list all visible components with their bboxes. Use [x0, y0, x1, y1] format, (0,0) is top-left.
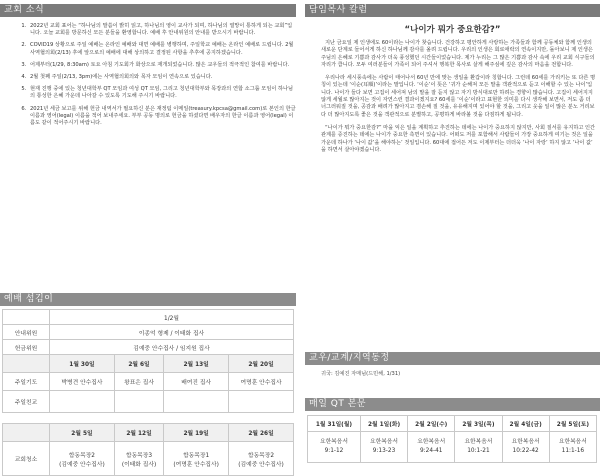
- community-news-text: 귀국: 김예진 자매님(드민해, 1/31): [321, 371, 401, 377]
- date-cell: 2월 6일: [114, 355, 163, 373]
- prayer-cell: 왕표은 집사: [114, 373, 163, 391]
- pastor-column-header: 담임목사 칼럼: [305, 4, 600, 17]
- prayer-cell: 여명훈 안수집사: [229, 373, 294, 391]
- qt-passage: 요한복음서 9:24-41: [408, 432, 455, 463]
- table-row: [3, 355, 294, 373]
- fellowship-label: 주일친교: [3, 391, 50, 413]
- cleaning-cell: 합동목장1 (여명훈 안수집사): [164, 442, 229, 476]
- column-paragraph: 우리나라 세시풍속에는 사람이 태어나서 60년 만에 맞는 생일을 환갑이라 칭합니다. 그런데 60세를 가리키는 또 다른 명칭이 있는데 ‘이순(耳順)’이라는 말입니다. ‘이순’이 뜻은 ‘귀가 순해져 모든 말을 객관적으로 듣고 이해할 수 있는 나이’입니다. 나이가 들다 보면 고집이 세어져 남의 말을 잘 듣지 않고 자기 방식대로만 하려는 경향이 많습니다. 고집이 세어지지 않게 세월로 많아지는 것이 자연스런 결과이겠지요? 60세를 ‘이순’이라고 표현한 의미를 다시 생각해 보면서, 저도 좀 더 너그러워질 것을, 공감과 배려가 많아지고 겸손해 질 것을, 유유해지며 있어야 할 것을, 그리고 웃을 일이 많은 분노 거리보다 더 많아지도록 좋은 것을 객관적으로 분별하고, 공평하게 바라볼 것을 다짐하게 됩니다.: [321, 75, 596, 118]
- pastor-column-section: [305, 4, 600, 160]
- daily-qt-header: 매일 QT 본문: [305, 398, 600, 411]
- news-item: 2. COVID19 상황으로 주일 예배는 온라인 예배와 대면 예배를 병행하며, 주일학교 예배는 온라인 예배로 드립니다. 2월 사역협의회(2/13) 후에 앞으로의 예배에 대해 상의하고 결정된 사항을 추후에 공지하겠습니다.: [28, 42, 296, 56]
- table-row: [3, 373, 294, 391]
- date-cell: 2월 26일: [229, 424, 294, 442]
- community-news-section: [305, 352, 600, 377]
- fellowship-cell: [114, 391, 163, 413]
- prayer-label: 주일기도: [3, 373, 50, 391]
- community-news-header: 교우/교계/지역동정: [305, 352, 600, 365]
- table-row: [3, 310, 294, 325]
- fellowship-cell: [229, 391, 294, 413]
- church-news-section: [0, 4, 296, 132]
- qt-day: 2월 5일(토): [549, 416, 596, 432]
- worship-servants-section: [0, 293, 296, 476]
- date-cell: 2월 19일: [164, 424, 229, 442]
- daily-qt-table: [307, 415, 597, 463]
- offering-value: 김예중 안수집사 / 임지원 집사: [50, 340, 294, 355]
- offering-label: 헌금위원: [3, 340, 50, 355]
- daily-qt-section: [305, 398, 600, 463]
- date-cell: 2월 13일: [164, 355, 229, 373]
- qt-passage: 요한복음서 10:1-21: [455, 432, 502, 463]
- column-headline: “나이가 뭐가 중요한감?”: [404, 25, 501, 35]
- usher-value: 이종억 형제 / 이태화 집사: [50, 325, 294, 340]
- table-row: [308, 416, 597, 432]
- worship-servants-header: 예배 섬김이: [0, 293, 296, 306]
- table-row: [3, 325, 294, 340]
- table-row: [3, 391, 294, 413]
- fellowship-cell: [164, 391, 229, 413]
- column-body: [305, 40, 600, 154]
- news-item: 3. 어제부터(1/29, 8:30am) 토요 아침 기도회가 화상으로 재개되었습니다. 많은 교우들의 적극적인 참여를 바랍니다.: [28, 62, 296, 69]
- cleaning-label: 교회청소: [3, 442, 50, 476]
- column-paragraph: “나이가 뭐가 중요한감?” 마을 익은 일을 계획하고 추진하는 데에는 나이가 중요하지 않지만, 사회 질서를 유지하고 인간 관계를 증진하는 데에는 나이가 중요한 측면이 있습니다. 어떠도 저를 포함해서 사람들이 가장 중요하게 여기는 것은 일을 가운데 하나가 ‘나이 값’을 해야하는’ 것일입니다. 60대에 접어든 저도 이제부터는 더더욱 ‘나이 자랑’ 하지 않고 ‘나이 값’ 을 하면서 살아야겠습니다.: [321, 124, 596, 153]
- qt-passage: 요한복음서 9:13-23: [360, 432, 407, 463]
- worship-servants-table: [2, 309, 294, 476]
- qt-day: 2월 4일(금): [502, 416, 549, 432]
- prayer-cell: 배여진 집사: [164, 373, 229, 391]
- date-cell: 2월 5일: [50, 424, 115, 442]
- church-news-list: [0, 23, 296, 127]
- date-cell: 2월 20일: [229, 355, 294, 373]
- prayer-cell: 박병견 안수집사: [50, 373, 115, 391]
- news-item: 4. 2월 첫째 주일(2/13, 3pm)에는 사역협의회의와 목자 모임이 연속으로 있습니다.: [28, 74, 296, 81]
- news-item: 6. 2021년 세금 보고를 위해 헌금 내역서가 필요하신 분은 재정팀 이메일(treasury.kpcsa@gmail.com)로 본인의 한글 이름과 영어(legal) 이름을 적어 보내주세요. 부부 공동 명의로 헌금을 하셨다면 배우자의 한글 이름과 영어(legal) 이름도 같이 적어주시기 바랍니다.: [28, 106, 296, 128]
- date-cell: 2월 12일: [114, 424, 163, 442]
- table-row: [3, 424, 294, 442]
- month-label: 1/2월: [50, 310, 294, 325]
- news-item: 5. 현재 진행 중에 있는 청년대학부 QT 모임과 여성 QT 모임, 그리고 청년대학부와 목장과의 연합 소그룹 모임이 하나님의 통성한 은혜 가운데 나아갈 수 있도록 기도해 주시기 바랍니다.: [28, 86, 296, 100]
- qt-passage: 요한복음서 11:1-16: [549, 432, 596, 463]
- column-paragraph: 지난 금요일 제 인생에도 60이라는 나이가 찾습니다. 건강하고 평안하게 사랑하는 가족들과 함께 공동체와 함께 인생의 새로운 단계로 들어서게 하신 하나님께 감사를 올려 드립니다. 우리의 인생은 회로애락의 연속이지만, 돌아보니 제 인생은 주님의 은혜로 기쁨과 감사가 더욱 풍성했던 시간들이었습니다. 제가 누리는 그 많은 기쁨과 감사 속에 우리 교회 식구들의 자리가 큽니다. 모두 여러분들이 가족이 되어 주셔서 행복한 목사로 살게 해주심에 깊은 감사의 마음을 전합니다.: [321, 40, 595, 68]
- table-row: [308, 432, 597, 463]
- usher-label: 안내위원: [3, 325, 50, 340]
- qt-day: 2월 3일(목): [455, 416, 502, 432]
- church-news-header: 교회 소식: [0, 4, 296, 17]
- table-row: [3, 340, 294, 355]
- qt-passage: 요한복음서 10:22-42: [502, 432, 549, 463]
- fellowship-cell: [50, 391, 115, 413]
- qt-day: 2월 2일(수): [408, 416, 455, 432]
- qt-passage: 요한복음서 9:1-12: [308, 432, 361, 463]
- qt-day: 2월 1일(화): [360, 416, 407, 432]
- cleaning-cell: 합동목장2 (김예중 안수집사): [229, 442, 294, 476]
- news-item: 1. 2022년 교회 표어는 “하나님의 말씀이 밝히 읽고, 하나님의 영이 교사가 되며, 하나님의 열망이 통하게 되는 교회”입니다. 오늘 교회를 방문하신 모든 분들을 환영합니다. 예배 후 안내위원의 안내를 받으시기 바랍니다.: [28, 23, 296, 37]
- cleaning-cell: 합동목장2 (김예중 안수집사): [50, 442, 115, 476]
- table-row: [3, 442, 294, 476]
- cleaning-cell: 합동목장3 (이태화 집사): [114, 442, 163, 476]
- date-cell: 1월 30일: [50, 355, 115, 373]
- qt-day: 1월 31일(월): [308, 416, 361, 432]
